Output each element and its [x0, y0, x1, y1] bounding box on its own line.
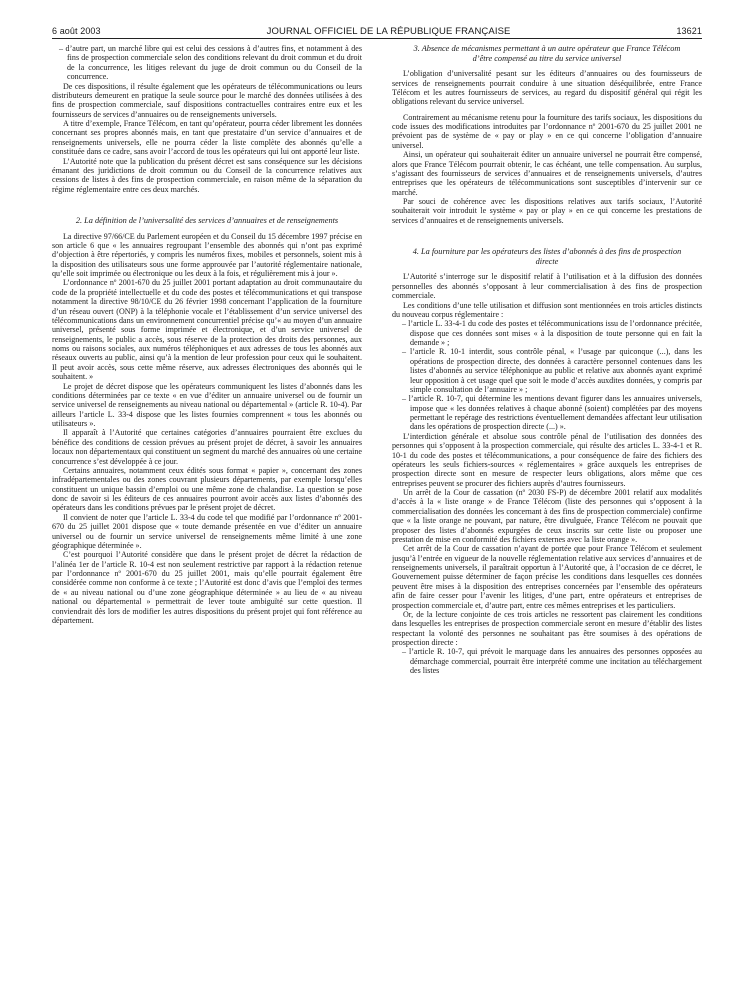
left-column	[52, 44, 362, 984]
paragraph: Les conditions d’une telle utilisation et diffusion sont mentionnées en trois articles distincts du nouveau corpus réglementaire :	[392, 300, 702, 319]
paragraph: Certains annuaires, notamment ceux édités sous format « papier », concernant des zones infradépartementales ou des zones couvrant plusieurs départements, par exemple lorsqu’elles constituent un unique bassin d’emploi ou une même zone de chalandise. La question se pose donc de savoir si les éditeurs de ces annuaires pourront avoir accès aux listes d’abonnés des opérateurs dans les conditions prévues par le présent projet de décret.	[52, 465, 362, 513]
text-columns	[52, 44, 702, 984]
paragraph: La directive 97/66/CE du Parlement européen et du Conseil du 15 décembre 1997 précise en son article 6 que « les annuaires regroupant l’ensemble des abonnés qui n’ont pas exprimé d’objection à être répertoriés, y compris les numéros fixes, mobiles et personnels, soient mis à la disposition des utilisateurs sous une forme approuvée par l’autorité réglementaire nationale, qu’elle soit imprimée ou électronique ou les deux à la fois, et régulièrement mis à jour ».	[52, 231, 362, 279]
section-heading-4: 4. La fourniture par les opérateurs des listes d’abonnés à des fins de prospection directe	[412, 247, 682, 266]
paragraph: Il convient de noter que l’article L. 33-4 du code tel que modifié par l’ordonnance nº 2001-670 du 25 juillet 2001 dispose que « toute demande présentée en vue d’éditer un annuaire universel ou de fournir un service universel de renseignements même limité à une zone géographique déterminée ».	[52, 512, 362, 550]
paragraph: L’Autorité note que la publication du présent décret est sans conséquence sur les décisions émanant des juridictions de droit commun ou du Conseil de la concurrence relatives aux cessions de listes à des fins de prospection commerciale, en raison même de la séparation du régime réglementaire entre ces deux marchés.	[52, 156, 362, 194]
header-page-number: 13621	[676, 26, 702, 36]
paragraph: L’obligation d’universalité pesant sur les éditeurs d’annuaires ou des fournisseurs de services de renseignements pourrait conduire à une situation déséquilibrée, entre France Télécom et les autres fournisseurs de services, au regard du dispositif général qui régit les obligations relevant du service universel.	[392, 69, 702, 107]
header-title: JOURNAL OFFICIEL DE LA RÉPUBLIQUE FRANÇAISE	[266, 26, 511, 37]
paragraph: L’ordonnance nº 2001-670 du 25 juillet 2001 portant adaptation au droit communautaire du code de la propriété intellectuelle et du code des postes et télécommunications et qui transpose notamment la directive 98/10/CE du 26 février 1998 concernant l’application de la fourniture d’un réseau ouvert (ONP) à la téléphonie vocale et l’établissement d’un service universel des télécommunications dans un environnement concurrentiel précise qu’« au moyen d’un annuaire universel, présenté sous forme imprimée et électronique, et d’un service universel de renseignements, le public a accès, sous réserve de la protection des droits des personnes, aux noms ou raisons sociales, aux numéros téléphoniques et aux adresses de tous les abonnés aux réseaux ouverts au public, ainsi qu’à la mention de leur profession pour ceux qui le souhaitent. Il peut avoir accès, sous cette même réserve, aux adresses électroniques des abonnés qui le souhaitent. »	[52, 278, 362, 382]
list-item: – l’article L. 33-4-1 du code des postes et télécommunications issu de l’ordonnance précitée, dispose que ces données sont mises « à la disposition de toute personne qui en fait la demande » ;	[402, 319, 702, 347]
paragraph: Contrairement au mécanisme retenu pour la fourniture des tarifs sociaux, les dispositions du code issues des modifications introduites par l’ordonnance nº 2001-670 du 25 juillet 2001 ne prévoient pas de système de « pay or play » en ce qui concerne l’obligation d’annuaire universel.	[392, 112, 702, 150]
paragraph: Cet arrêt de la Cour de cassation n’ayant de portée que pour France Télécom et seulement jusqu’à l’entrée en vigueur de la nouvelle réglementation relative aux services d’annuaires et de renseignements universels, il paraîtrait opportun à l’Autorité que, à l’occasion de ce décret, le Gouvernement puisse déterminer de façon précise les conditions dans lesquelles ces données peuvent être mises à la disposition des entreprises concernées par l’ensemble des opérateurs afin de faire cesser pour l’avenir les litiges, d’une part, entre opérateurs et entreprises de prospection commerciale et, d’autre part, entre ces mêmes entreprises et les particuliers.	[392, 544, 702, 610]
paragraph: L’interdiction générale et absolue sous contrôle pénal de l’utilisation des données des personnes qui s’opposent à la prospection commerciale, qui résulte des articles L. 33-4-1 et R. 10-1 du code des postes et télécommunications, a pour conséquence de faire des fichiers des opérateurs les seuls fichiers-sources « réglementaires » grâce auxquels les entreprises de prospection directe sont en mesure de respecter leurs obligations, alors même que ces entreprises peuvent se procurer des fichiers auprès d’autres fournisseurs.	[392, 431, 702, 488]
right-column	[392, 44, 702, 984]
header-date: 6 août 2003	[52, 26, 101, 36]
paragraph: C’est pourquoi l’Autorité considère que dans le présent projet de décret la rédaction de l’alinéa 1er de l’article R. 10-4 est non seulement restrictive par rapport à la rédaction retenue par l’ordonnance nº 2001-670 du 25 juillet 2001, mais qu’elle pourrait également être considérée comme non conforme à ce texte ; l’Autorité est donc d’avis que l’emploi des termes de « au niveau national ou d’une zone géographique déterminée » au lieu de « au niveau national ou départemental » permettrait de lever toute ambiguïté sur cette question. Il conviendrait dès lors de modifier les autres dispositions du présent projet qui font référence au département.	[52, 550, 362, 625]
paragraph: De ces dispositions, il résulte également que les opérateurs de télécommunications ou leurs distributeurs demeurent en pratique la seule source pour le marché des données utilisées à des fins de prospection commerciale, sauf dispositions contractuelles contraires entre eux et les fournisseurs de services d’annuaires ou de renseignements universels.	[52, 81, 362, 119]
spacer	[52, 194, 362, 216]
page-header	[52, 26, 702, 37]
paragraph: A titre d’exemple, France Télécom, en tant qu’opérateur, pourra céder librement les données concernant ses propres abonnés mais, en tant que prestataire d’un service d’annuaires et de renseignements universels, elle ne pourra céder la liste complète des abonnés qu’elle a constituée dans ce cadre, sans avoir l’accord de tous les opérateurs qui lui ont apporté leur liste.	[52, 119, 362, 157]
list-item: – l’article R. 10-7, qui prévoit le marquage dans les annuaires des personnes opposées au démarchage commercial, pourrait être interprété comme une incitation au téléchargement des listes	[402, 647, 702, 676]
header-rule	[52, 38, 702, 39]
paragraph: Un arrêt de la Cour de cassation (nº 2030 FS-P) de décembre 2001 relatif aux modalités d’accès à la « liste orange » de France Télécom (liste des personnes qui s’opposent à la commercialisation des données les concernant à des fins de prospection commerciale) confirme que « la liste orange ne pouvant, par nature, être divulguée, France Télécom ne pouvait que proposer des listes d’abonnés expurgées de ceux inscrits sur cette liste ou proposer une prestation de mise en conformité des fichiers externes avec la liste orange ».	[392, 488, 702, 544]
paragraph: Ainsi, un opérateur qui souhaiterait éditer un annuaire universel ne pourrait être compensé, alors que France Télécom pourrait obtenir, le cas échéant, une telle compensation. Au surplus, s’agissant des fournisseurs de services d’annuaires et de renseignements universels, d’autres entreprises que les opérateurs de télécommunications sont susceptibles d’intervenir sur ce marché.	[392, 150, 702, 197]
paragraph: L’Autorité s’interroge sur le dispositif relatif à l’utilisation et à la diffusion des données personnelles des abonnés s’opposant à leur commercialisation à des fins de prospection commerciale.	[392, 272, 702, 301]
paragraph: Or, de la lecture conjointe de ces trois articles ne ressortent pas clairement les conditions dans lesquelles les entreprises de prospection commerciale seront en mesure d’établir des listes respectant la volonté des personnes ne souhaitant pas être soumises à des opérations de prospection directe :	[392, 609, 702, 647]
list-item: – l’article R. 10-1 interdit, sous contrôle pénal, « l’usage par quiconque (...), dans les opérations de prospection directe, des données à caractère personnel contenues dans les listes d’abonnés au service téléphonique au public et relative aux abonnés ayant exprimé leur opposition à cet usage quel que soit le mode d’accès auxdites données, y compris par simple consultation de l’annuaire » ;	[402, 347, 702, 394]
spacer	[392, 225, 702, 247]
paragraph: Il apparaît à l’Autorité que certaines catégories d’annuaires pourraient être exclues du bénéfice des conditions de cession prévues au présent projet de décret, à savoir les annuaires locaux non départementaux qui constituent un segment du marché des annuaires où une certaine concurrence s’est développée à ce jour.	[52, 428, 362, 466]
paragraph: Le projet de décret dispose que les opérateurs communiquent les listes d’abonnés dans les conditions déterminées par ce texte « en vue d’éditer un annuaire universel ou de fournir un service universel de renseignements au niveau national ou départemental » (article R. 10-4). Par ailleurs l’article L. 33-4 dispose que les listes fournies comprennent « tous les abonnés ou utilisateurs ».	[52, 381, 362, 429]
list-item: – l’article R. 10-7, qui détermine les mentions devant figurer dans les annuaires universels, impose que « les données relatives à chaque abonné (soient) complétées par des moyens permettant le repérage des restrictions éventuellement demandées affectant leur utilisation dans les opérations de prospection directe (...) ».	[402, 394, 702, 432]
paragraph: Par souci de cohérence avec les dispositions relatives aux tarifs sociaux, l’Autorité souhaiterait voir introduit le système « pay or play » en ce qui concerne les prestations de services d’annuaires et de renseignements universels.	[392, 197, 702, 225]
paragraph: – d’autre part, un marché libre qui est celui des cessions à d’autres fins, et notamment à des fins de prospection commerciale selon des conditions relevant du droit commun et du droit de la concurrence, les litiges relevant du juge de droit commun ou du Conseil de la concurrence.	[59, 44, 362, 82]
section-heading-3: 3. Absence de mécanismes permettant à un autre opérateur que France Télécom d’être compensé au titre du service universel	[413, 44, 681, 63]
section-heading-2: 2. La définition de l’universalité des services d’annuaires et de renseignements	[75, 216, 339, 225]
